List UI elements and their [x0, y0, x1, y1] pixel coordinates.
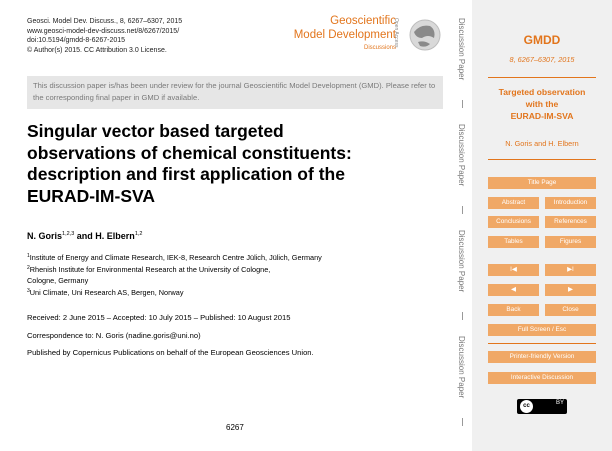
panel-title-line: EURAD-IM-SVA: [510, 111, 574, 121]
references-button[interactable]: References: [545, 216, 596, 228]
author-affiliation-marker: 1,2,3: [62, 231, 75, 237]
panel-journal: GMDD: [523, 33, 561, 47]
page-number: 6267: [226, 423, 244, 432]
publisher-note: Published by Copernicus Publications on behalf of the European Geosciences Union.: [27, 348, 314, 357]
logo-line-1: Geoscientific: [330, 15, 396, 27]
ruler-label: Discussion Paper: [457, 124, 466, 187]
cc-logo-icon: cc: [520, 400, 533, 413]
globe-logo-icon: [408, 18, 442, 52]
abstract-button[interactable]: Abstract: [488, 197, 539, 209]
paper-url[interactable]: www.geosci-model-dev-discuss.net/8/6267/2015/: [27, 27, 180, 35]
paper-doi[interactable]: doi:10.5194/gmdd-8-6267-2015: [27, 37, 126, 45]
affiliation-line: Cologne, Germany: [27, 275, 89, 285]
ruler-separator: [462, 100, 463, 108]
title-page-button[interactable]: Title Page: [488, 177, 596, 189]
introduction-button[interactable]: Introduction: [545, 197, 596, 209]
ruler-separator: [462, 418, 463, 426]
ruler-label: Discussion Paper: [457, 230, 466, 293]
title-line: EURAD-IM-SVA: [27, 185, 156, 206]
conclusions-button[interactable]: Conclusions: [488, 216, 539, 228]
ruler-separator: [462, 206, 463, 214]
affiliations: [27, 251, 447, 298]
discussion-paper-ruler: [452, 0, 472, 451]
title-line: Singular vector based targeted: [27, 121, 284, 141]
author-conjunction: and: [76, 231, 93, 241]
panel-divider: [488, 343, 596, 344]
panel-authors: N. Goris and H. Elbern: [505, 139, 579, 148]
tables-button[interactable]: Tables: [488, 236, 539, 248]
interactive-discussion-button[interactable]: Interactive Discussion: [488, 372, 596, 384]
author-list: [27, 231, 142, 241]
author-name: H. Elbern: [95, 231, 135, 241]
affiliation-line: $^1$Institute of Energy and Climate Research, IEK-8, Research Centre Jülich, Jülich, Germany: [27, 253, 322, 262]
affiliation-marker: 2: [27, 265, 30, 272]
title-line: observations of chemical constituents:: [27, 142, 352, 163]
last-page-button[interactable]: ▶I: [545, 264, 596, 276]
panel-divider: [488, 159, 596, 160]
figures-button[interactable]: Figures: [545, 236, 596, 248]
correspondence: Correspondence to: N. Goris (nadine.goris@uni.no): [27, 331, 201, 340]
panel-divider: [488, 77, 596, 78]
journal-line: Geosci. Model Dev. Discuss., 8, 6267–6307, 2015: [27, 18, 183, 25]
ruler-label: Discussion Paper: [457, 336, 466, 399]
panel-title: [472, 86, 612, 122]
citation-block: [27, 17, 182, 55]
close-button[interactable]: Close: [545, 304, 596, 316]
author-affiliation-marker: 1,2: [134, 231, 143, 237]
ruler-separator: [462, 312, 463, 320]
ruler-label: Discussion Paper: [457, 18, 466, 81]
license-line: © Author(s) 2015. CC Attribution 3.0 License.: [27, 46, 167, 54]
full-screen-button[interactable]: Full Screen / Esc: [488, 324, 596, 336]
panel-title-line: with the: [525, 99, 559, 109]
open-access-label: Open Access: [393, 18, 399, 48]
cc-by-license-badge[interactable]: [517, 399, 567, 414]
affiliation-marker: 3: [27, 287, 30, 294]
journal-logo: [278, 12, 446, 62]
affiliation-line: $^2$Rhenish Institute for Environmental Research at the University of Cologne,: [27, 265, 271, 275]
printer-friendly-button[interactable]: Printer-friendly Version: [488, 351, 596, 363]
logo-line-3: Discussions: [363, 45, 396, 51]
navigation-panel: [472, 0, 612, 451]
received-dates: Received: 2 June 2015 – Accepted: 10 July 2015 – Published: 10 August 2015: [27, 313, 291, 322]
affiliation-line: $^3$Uni Climate, Uni Research AS, Bergen, Norway: [27, 287, 184, 297]
affiliation-marker: 1: [27, 253, 30, 259]
author-name: N. Goris: [27, 231, 63, 241]
panel-volume: 8, 6267–6307, 2015: [509, 55, 575, 64]
back-button[interactable]: Back: [488, 304, 539, 316]
paper-title: [27, 121, 447, 207]
next-page-button[interactable]: ▶: [545, 284, 596, 296]
title-line: description and first application of the: [27, 164, 345, 184]
panel-title-line: Targeted observation: [498, 87, 586, 97]
logo-line-2: Model Development: [293, 29, 396, 41]
cc-by-label: BY: [555, 400, 564, 406]
first-page-button[interactable]: I◀: [488, 264, 539, 276]
review-notice: This discussion paper is/has been under review for the journal Geoscientific Model Development (GMD). Please refer to the corresponding final paper in GMD if available.: [27, 76, 443, 109]
previous-page-button[interactable]: ◀: [488, 284, 539, 296]
